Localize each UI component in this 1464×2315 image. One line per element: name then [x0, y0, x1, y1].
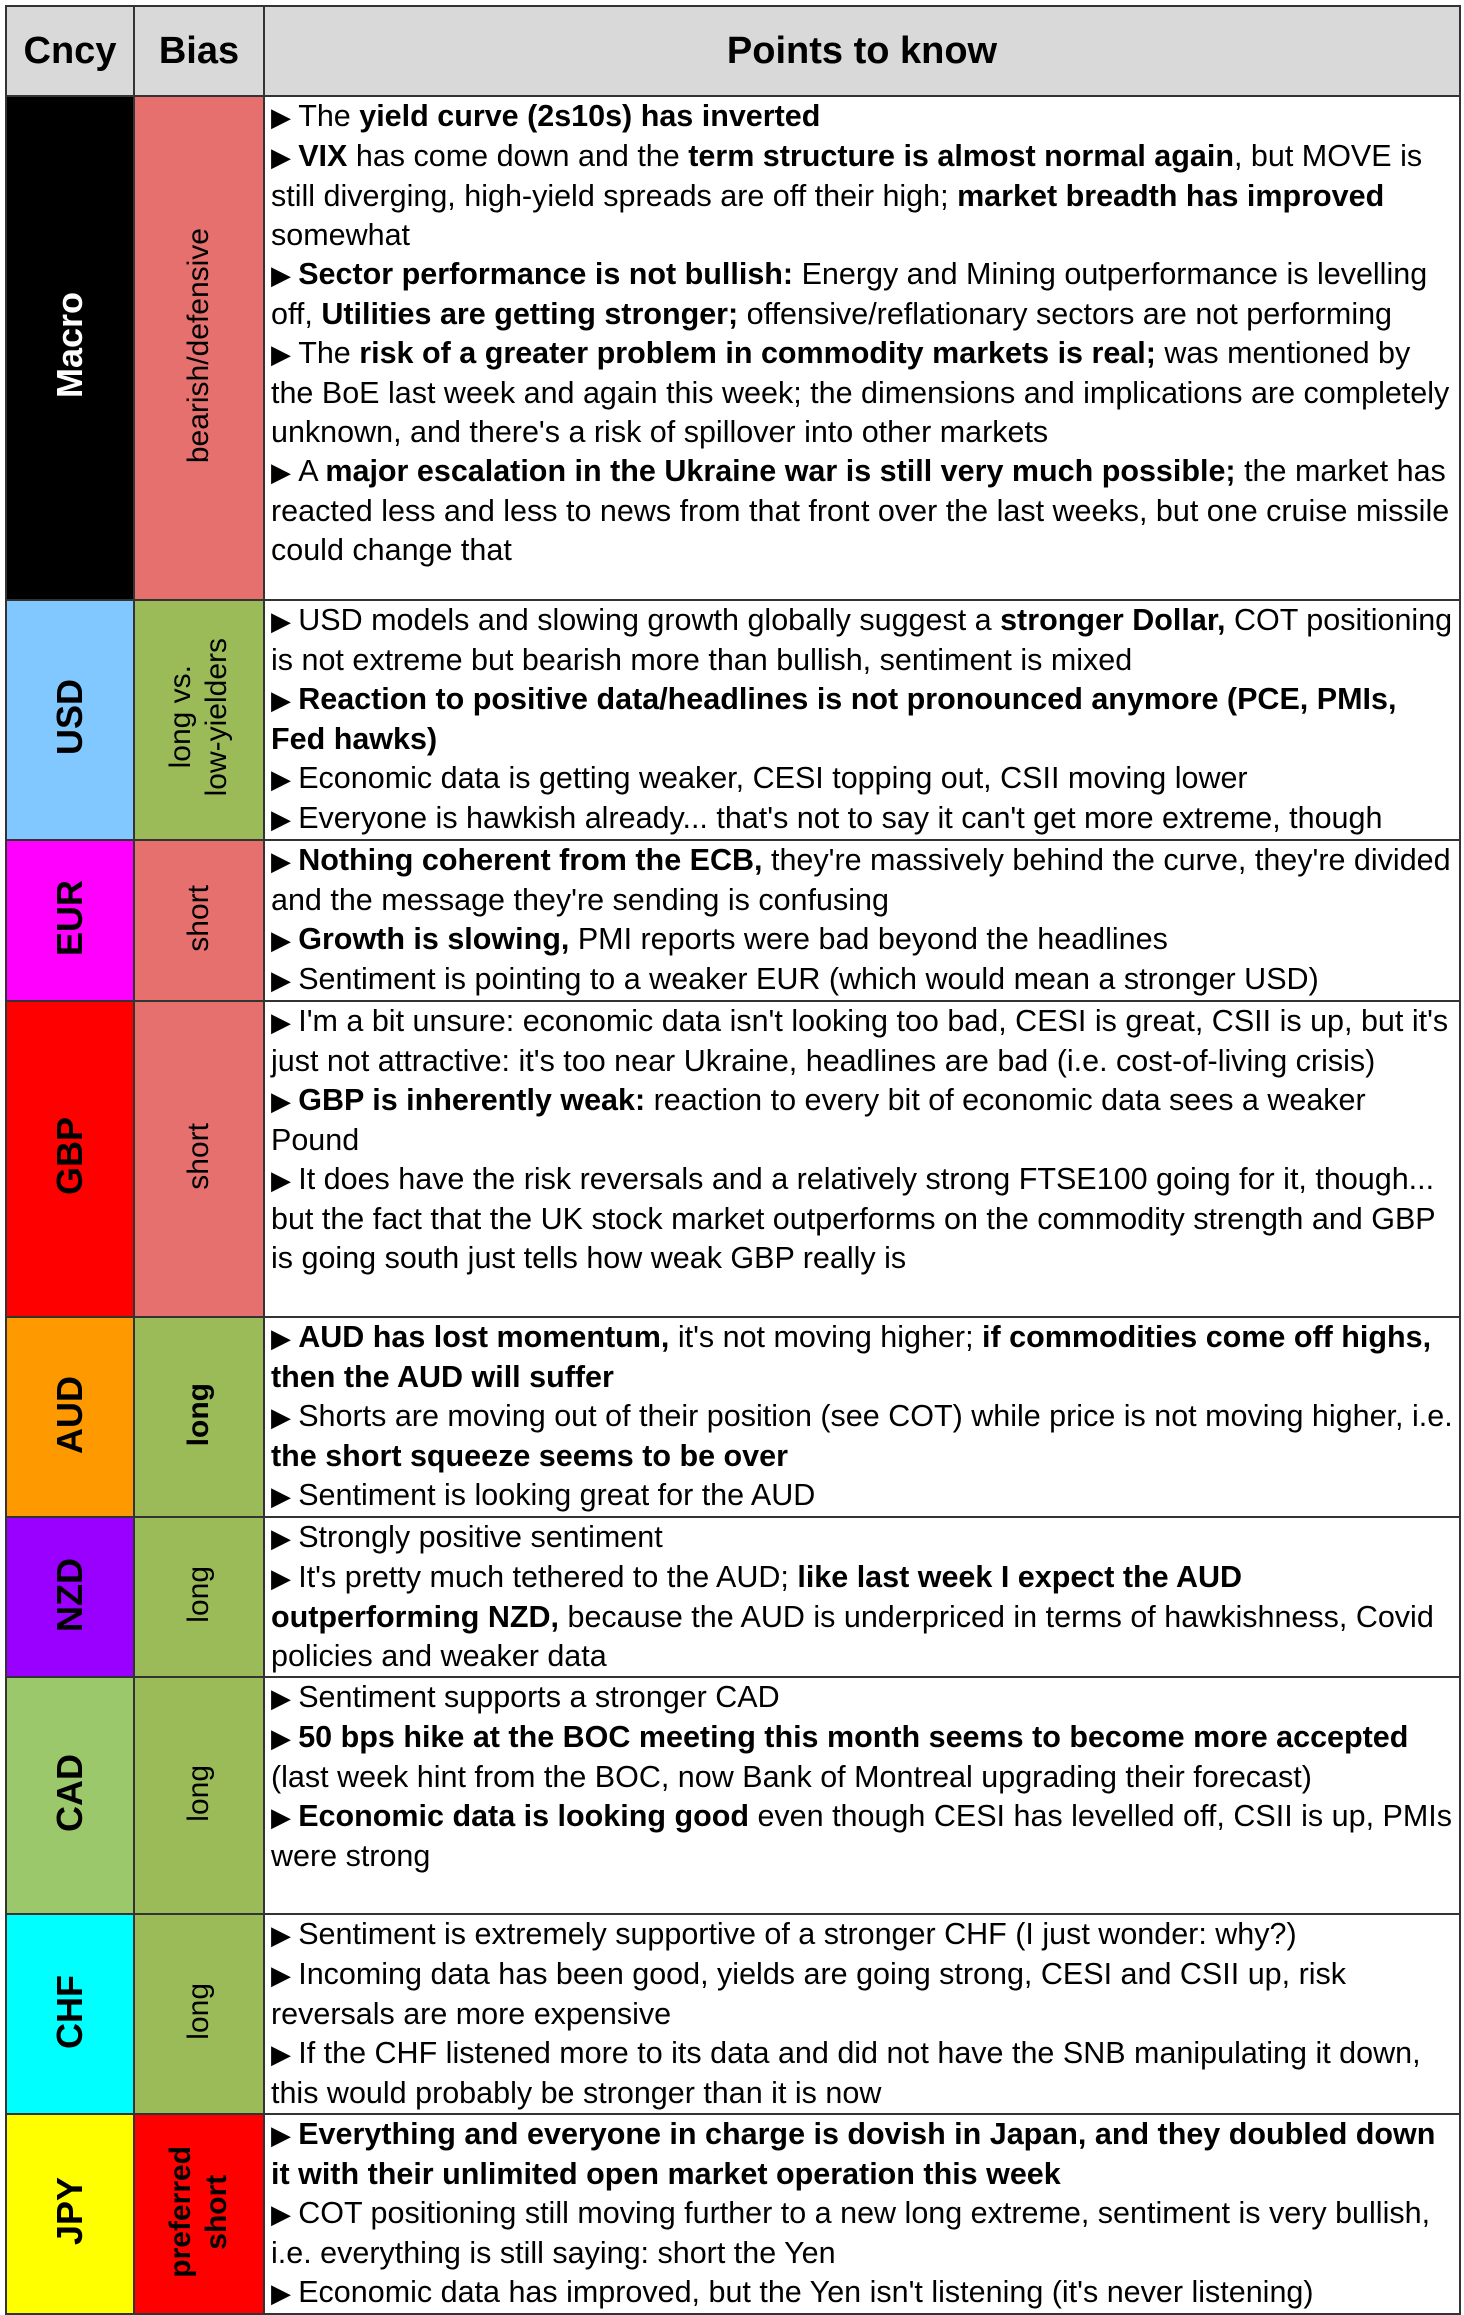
bias-cell	[134, 600, 264, 840]
point-text-bold: market breadth has improved	[957, 179, 1385, 213]
point-text: Sentiment is extremely supportive of a stronger CHF (I just wonder: why?)	[298, 1917, 1297, 1951]
point-text-bold: AUD has lost momentum,	[298, 1320, 670, 1354]
point-text-bold: Growth is slowing,	[298, 922, 570, 956]
currency-cell	[6, 2114, 134, 2314]
points-cell	[264, 840, 1460, 1001]
bullet-arrow-icon: ▶	[271, 1960, 299, 1990]
currency-label: JPY	[49, 2177, 90, 2246]
point-item	[271, 1476, 1453, 1516]
bias-label: short	[182, 1123, 215, 1190]
point-item	[271, 1955, 1453, 2034]
points-cell	[264, 1517, 1460, 1677]
point-item	[271, 1318, 1453, 1397]
points-cell	[264, 1317, 1460, 1517]
bullet-arrow-icon: ▶	[271, 1007, 299, 1037]
bullet-arrow-icon: ▶	[271, 1481, 299, 1511]
point-text: Economic data is getting weaker, CESI topping out, CSII moving lower	[298, 761, 1248, 795]
point-text: Sentiment is looking great for the AUD	[298, 1478, 816, 1512]
bullet-arrow-icon: ▶	[271, 2120, 299, 2150]
point-text-bold: if commodities come off highs, then the AUD will suffer	[271, 1320, 1432, 1394]
point-text: (last week hint from the BOC, now Bank of Montreal upgrading their forecast)	[271, 1760, 1312, 1794]
point-text: Strongly positive sentiment	[298, 1520, 663, 1554]
point-text: Incoming data has been good, yields are going strong, CESI and CSII up, risk reversals are more expensive	[271, 1957, 1347, 2031]
table-row-jpy	[6, 2114, 1460, 2314]
bullet-arrow-icon: ▶	[271, 1802, 299, 1832]
bullet-arrow-icon: ▶	[271, 1402, 299, 1432]
point-text: reaction to every bit of economic data sees a weaker Pound	[271, 1083, 1366, 1157]
point-text-bold: major escalation in the Ukraine war is still very much possible;	[325, 454, 1236, 488]
table-row-nzd	[6, 1517, 1460, 1677]
bullet-arrow-icon: ▶	[271, 965, 299, 995]
point-text-bold: yield curve (2s10s) has inverted	[359, 99, 821, 133]
point-text: It's pretty much tethered to the AUD;	[298, 1560, 798, 1594]
point-text-bold: 50 bps hike at the BOC meeting this month seems to become more accepted	[298, 1720, 1409, 1754]
point-item	[271, 1718, 1453, 1797]
bias-label: long vs. low-yielders	[164, 638, 233, 797]
bullet-arrow-icon: ▶	[271, 2199, 299, 2229]
bullet-arrow-icon: ▶	[271, 2039, 299, 2069]
currency-label: EUR	[49, 879, 90, 956]
point-item	[271, 841, 1453, 920]
currency-cell	[6, 1001, 134, 1317]
currency-label: AUD	[49, 1375, 90, 1454]
bullet-arrow-icon: ▶	[271, 846, 299, 876]
point-text-bold: Everything and everyone in charge is dovish in Japan, and they doubled down it with their unlimited open market operation this week	[271, 2117, 1436, 2191]
point-text: because the AUD is underpriced in terms of hawkishness, Covid policies and weaker data	[271, 1600, 1434, 1673]
currency-cell	[6, 1517, 134, 1677]
point-item	[271, 255, 1453, 334]
bullet-arrow-icon: ▶	[271, 1086, 299, 1116]
bias-label: short	[182, 884, 215, 952]
point-text: Everyone is hawkish already... that's not to say it can't get more extreme, though	[298, 801, 1383, 835]
bullet-arrow-icon: ▶	[271, 142, 299, 172]
point-text-bold: Nothing coherent from the ECB,	[298, 843, 763, 877]
point-text-bold: stronger Dollar,	[1000, 603, 1226, 637]
currency-label: CAD	[49, 1754, 90, 1832]
currency-cell	[6, 600, 134, 840]
point-text: even though CESI has levelled off, CSII is up, PMIs were strong	[271, 1799, 1452, 1873]
point-text: It does have the risk reversals and a relatively strong FTSE100 going for it, though... but the fact that the UK stock market outperforms on the commodity strength and GBP is going south just tells how weak GBP really is	[271, 1162, 1436, 1275]
point-text: USD models and slowing growth globally suggest a	[298, 603, 1001, 637]
bullet-arrow-icon: ▶	[271, 685, 299, 715]
point-text: COT positioning still moving further to a new long extreme, sentiment is very bullish, i.e. everything is still saying: short the Yen	[271, 2196, 1431, 2270]
point-item	[271, 2194, 1453, 2273]
point-item	[271, 1081, 1453, 1160]
point-item	[271, 2273, 1453, 2313]
point-text: Shorts are moving out of their position (see COT) while price is not moving higher, i.e.	[298, 1399, 1453, 1433]
bias-cell	[134, 96, 264, 600]
point-text: the market has reacted less and less to news from that front over the last weeks, but one cruise missile could change that	[271, 454, 1450, 567]
table-row-cad	[6, 1677, 1460, 1914]
point-item	[271, 680, 1453, 759]
bias-cell	[134, 1914, 264, 2114]
point-text: Sentiment supports a stronger CAD	[298, 1680, 780, 1714]
bias-cell	[134, 2114, 264, 2314]
bias-label: long	[182, 1764, 215, 1822]
point-item	[271, 920, 1453, 960]
bias-cell	[134, 840, 264, 1001]
header-points: Points to know	[264, 6, 1460, 96]
header-bias: Bias	[134, 6, 264, 96]
currency-cell	[6, 1677, 134, 1914]
points-cell	[264, 600, 1460, 840]
point-item	[271, 334, 1453, 452]
bias-label: bearish/defensive	[182, 227, 215, 464]
point-text-bold: VIX	[298, 139, 348, 173]
point-item	[271, 1397, 1453, 1476]
table-row-gbp	[6, 1001, 1460, 1317]
point-text: somewhat	[271, 218, 411, 252]
currency-label: USD	[49, 679, 90, 756]
points-cell	[264, 2114, 1460, 2314]
point-text-bold: term structure is almost normal again	[688, 139, 1234, 173]
point-text: If the CHF listened more to its data and did not have the SNB manipulating it down, this would probably be stronger than it is now	[271, 2036, 1421, 2110]
currency-label: CHF	[49, 1974, 90, 2049]
point-text: The	[298, 99, 360, 133]
point-text: I'm a bit unsure: economic data isn't looking too bad, CESI is great, CSII is up, but it's just not attractive: it's too near Ukraine, headlines are bad (i.e. cost-of-living crisis)	[271, 1004, 1449, 1078]
point-text: Economic data has improved, but the Yen isn't listening (it's never listening)	[298, 2275, 1314, 2309]
bias-cell	[134, 1001, 264, 1317]
point-text: was mentioned by the BoE last week and again this week; the dimensions and implications are completely unknown, and there's a risk of spillover into other markets	[271, 336, 1450, 449]
bullet-arrow-icon: ▶	[271, 1323, 299, 1353]
point-text-bold: GBP is inherently weak:	[298, 1083, 646, 1117]
point-text: it's not moving higher;	[669, 1320, 983, 1354]
point-item	[271, 97, 1453, 137]
point-item	[271, 1518, 1453, 1558]
point-text-bold: Reaction to positive data/headlines is not pronounced anymore (PCE, PMIs, Fed hawks)	[271, 682, 1397, 756]
currency-label: Macro	[49, 292, 90, 399]
point-text-bold: Utilities are getting stronger;	[321, 297, 739, 331]
header-row	[6, 6, 1460, 96]
table-row-eur	[6, 840, 1460, 1001]
bullet-arrow-icon: ▶	[271, 606, 299, 636]
point-item	[271, 137, 1453, 255]
currency-label: GBP	[49, 1117, 90, 1196]
point-text: PMI reports were bad beyond the headlines	[569, 922, 1168, 956]
point-text: COT positioning is not extreme but bearish more than bullish, sentiment is mixed	[271, 603, 1453, 677]
bullet-arrow-icon: ▶	[271, 1523, 299, 1553]
points-cell	[264, 1677, 1460, 1914]
point-item	[271, 452, 1453, 570]
bias-cell	[134, 1677, 264, 1914]
bias-label: long	[182, 1382, 215, 1447]
points-cell	[264, 1001, 1460, 1317]
point-text: , but MOVE is still diverging, high-yield spreads are off their high;	[271, 139, 1423, 213]
point-item	[271, 2115, 1453, 2194]
point-item	[271, 601, 1453, 680]
point-text-bold: Economic data is looking good	[298, 1799, 749, 1833]
bias-label: preferred short	[164, 2145, 233, 2278]
point-text-bold: risk of a greater problem in commodity markets is real;	[359, 336, 1156, 370]
bullet-arrow-icon: ▶	[271, 2278, 299, 2308]
bullet-arrow-icon: ▶	[271, 804, 299, 834]
point-text: The	[298, 336, 360, 370]
point-item	[271, 1002, 1453, 1081]
point-item	[271, 1160, 1453, 1278]
bias-cell	[134, 1317, 264, 1517]
bias-cell	[134, 1517, 264, 1677]
bias-label: long	[182, 1983, 215, 2040]
point-item	[271, 960, 1453, 1000]
bullet-arrow-icon: ▶	[271, 1165, 299, 1195]
point-item	[271, 1915, 1453, 1955]
bullet-arrow-icon: ▶	[271, 1920, 299, 1950]
currency-cell	[6, 1914, 134, 2114]
bullet-arrow-icon: ▶	[271, 1563, 299, 1593]
currency-cell	[6, 96, 134, 600]
point-text: Energy and Mining outperformance is levelling off,	[271, 257, 1428, 331]
bias-label: long	[182, 1566, 215, 1623]
point-text-bold: like last week I expect the AUD outperforming NZD,	[271, 1560, 1243, 1634]
point-text: Sentiment is pointing to a weaker EUR (which would mean a stronger USD)	[298, 962, 1319, 996]
point-text: has come down and the	[347, 139, 689, 173]
table-row-chf	[6, 1914, 1460, 2114]
bullet-arrow-icon: ▶	[271, 260, 299, 290]
currency-cell	[6, 1317, 134, 1517]
bullet-arrow-icon: ▶	[271, 1683, 299, 1713]
table-row-macro	[6, 96, 1460, 600]
header-currency: Cncy	[6, 6, 134, 96]
point-text-bold: the short squeeze seems to be over	[271, 1439, 788, 1473]
point-text: A	[298, 454, 326, 488]
point-text: offensive/reflationary sectors are not performing	[738, 297, 1393, 331]
points-cell	[264, 1914, 1460, 2114]
bullet-arrow-icon: ▶	[271, 1723, 299, 1753]
point-item	[271, 759, 1453, 799]
point-item	[271, 2034, 1453, 2113]
table-row-aud	[6, 1317, 1460, 1517]
table-row-usd	[6, 600, 1460, 840]
point-text: they're massively behind the curve, they're divided and the message they're sending is confusing	[271, 843, 1451, 917]
point-item	[271, 1678, 1453, 1718]
point-item	[271, 1797, 1453, 1876]
bullet-arrow-icon: ▶	[271, 457, 299, 487]
bullet-arrow-icon: ▶	[271, 764, 299, 794]
currency-cell	[6, 840, 134, 1001]
bullet-arrow-icon: ▶	[271, 925, 299, 955]
point-text-bold: Sector performance is not bullish:	[298, 257, 794, 291]
point-item	[271, 799, 1453, 839]
currency-label: NZD	[49, 1557, 90, 1632]
bullet-arrow-icon: ▶	[271, 102, 299, 132]
point-item	[271, 1558, 1453, 1676]
currency-bias-table	[5, 5, 1461, 2315]
points-cell	[264, 96, 1460, 600]
bullet-arrow-icon: ▶	[271, 339, 299, 369]
